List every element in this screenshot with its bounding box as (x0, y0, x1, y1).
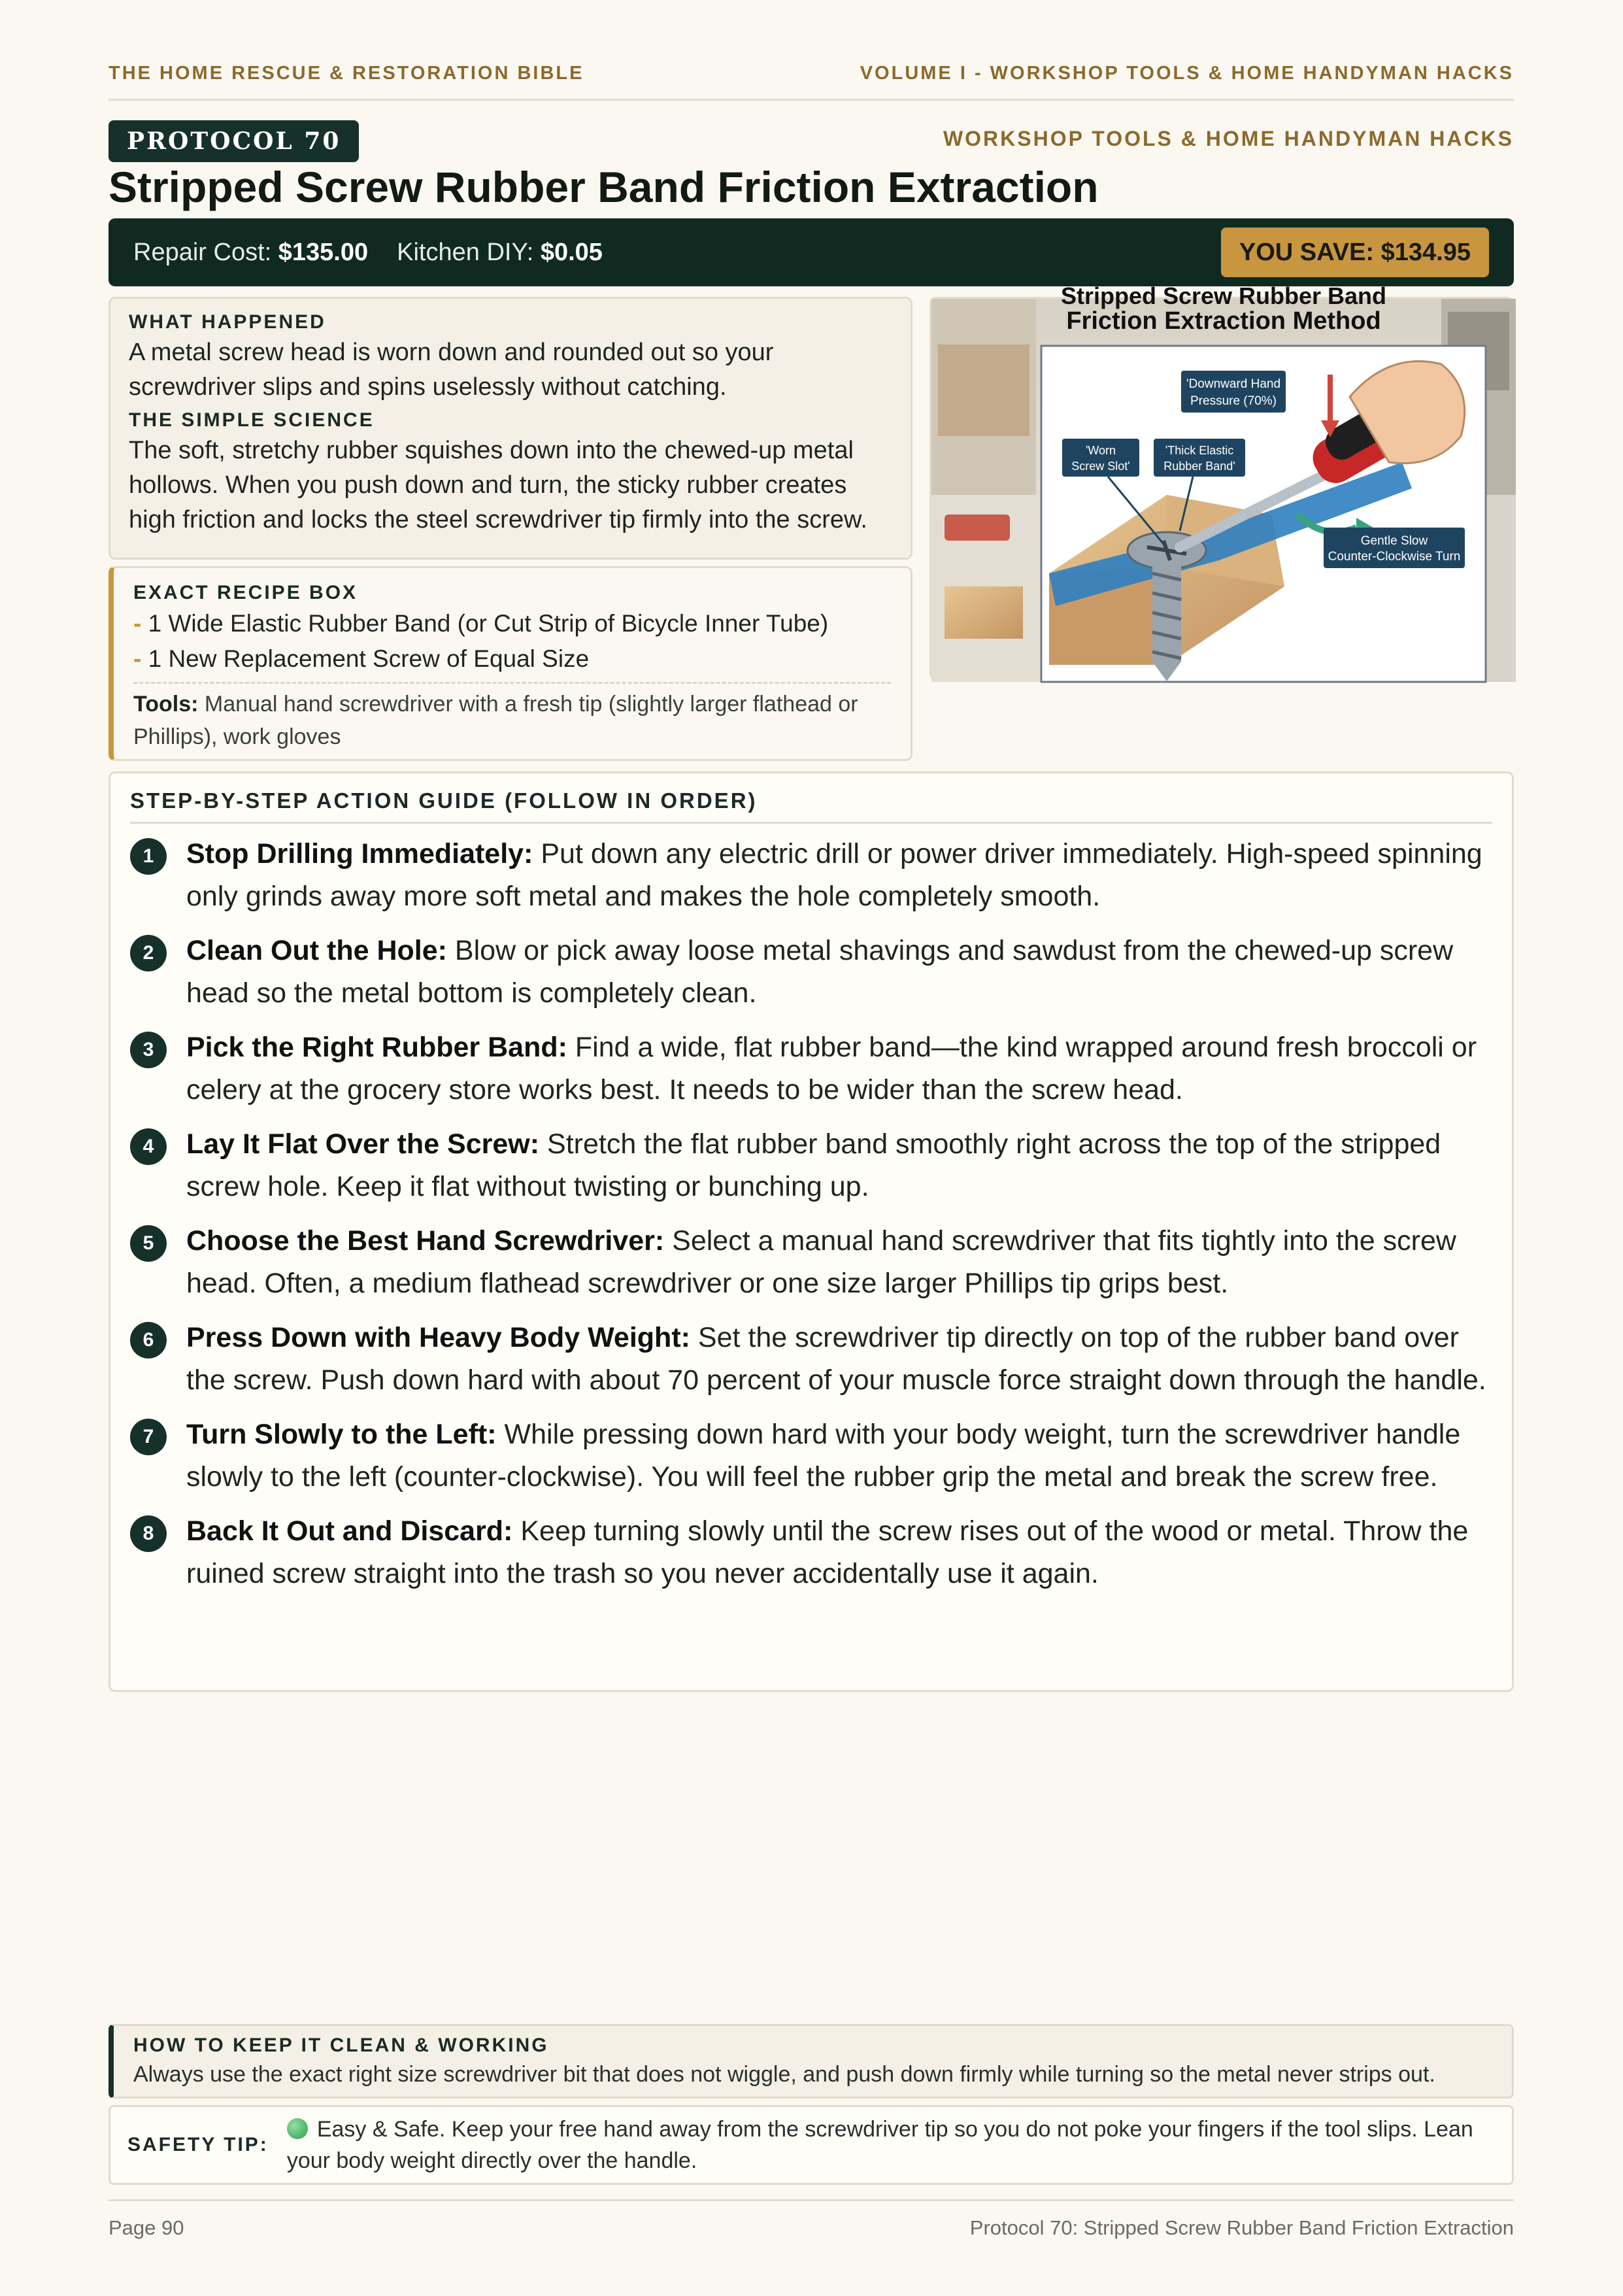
step-text: Stretch the flat rubber band smoothly right across the top of the stripped screw hole. Keep it flat without twisting or bunching up. (186, 1128, 1441, 1202)
kitchen-cost (397, 239, 603, 267)
callout-turn-line1: Gentle Slow (1360, 534, 1428, 548)
step-title: Press Down with Heavy Body Weight: (186, 1322, 690, 1353)
step-text: Set the screwdriver tip directly on top of the rubber band over the screw. Push down hard with about 70 percent of your muscle force straight down through the handle. (186, 1322, 1486, 1396)
step-text: While pressing down hard with your body weight, turn the screwdriver handle slowly to the left (counter-clockwise). You will feel the rubber grip the metal and break the screw free. (186, 1419, 1461, 1493)
illustration-title-line2: Friction Extraction Method (1066, 307, 1381, 335)
step-title: Choose the Best Hand Screwdriver: (186, 1225, 665, 1257)
method-illustration (929, 282, 1514, 680)
step-text: Find a wide, flat rubber band—the kind wrapped around fresh broccoli or celery at the grocery store works best. It needs to be wider than the screw head. (186, 1032, 1477, 1106)
running-header (109, 63, 1514, 101)
tools-label: Tools: (133, 692, 199, 717)
step-text: Select a manual hand screwdriver that fits tightly into the screw head. Often, a medium flathead screwdriver or one size larger Phillips tip grips best. (186, 1225, 1456, 1299)
illustration-title-line1: Stripped Screw Rubber Band (1060, 282, 1387, 309)
maintenance-text: Always use the exact right size screwdriver bit that does not wiggle, and push down firmly while turning so the metal never strips out. (133, 2062, 1435, 2087)
callout-slot-line2: Screw Slot' (1071, 460, 1130, 473)
recipe-box (109, 566, 912, 761)
step-number: 1 (130, 838, 167, 875)
savings-badge: YOU SAVE: $134.95 (1221, 228, 1489, 277)
kitchen-cost-value: $0.05 (540, 238, 603, 266)
callout-pressure-line2: Pressure (70%) (1190, 394, 1277, 408)
recipe-item: - 1 New Replacement Screw of Equal Size (133, 645, 590, 672)
step-item (130, 1220, 1492, 1305)
step-number: 8 (130, 1515, 167, 1552)
book-title: THE HOME RESCUE & RESTORATION BIBLE (109, 63, 584, 84)
footer-protocol-ref: Protocol 70: Stripped Screw Rubber Band Friction Extraction (969, 2216, 1514, 2239)
page-footer (109, 2216, 1514, 2240)
step-item (130, 1413, 1492, 1498)
step-number: 3 (130, 1032, 167, 1068)
callout-slot-line1: 'Worn (1085, 444, 1116, 457)
illustration-image (931, 282, 1516, 682)
page-title: Stripped Screw Rubber Band Friction Extraction (109, 163, 1099, 211)
what-happened-heading: WHAT HAPPENED (129, 311, 326, 333)
step-title: Back It Out and Discard: (186, 1515, 513, 1547)
callout-band-line2: Rubber Band' (1163, 460, 1235, 473)
recipe-divider (133, 682, 891, 684)
tools-text: Manual hand screwdriver with a fresh tip (slightly larger flathead or Phillips), work gloves (133, 692, 858, 749)
recipe-item: - 1 Wide Elastic Rubber Band (or Cut Strip of Bicycle Inner Tube) (133, 610, 829, 637)
recipe-heading: EXACT RECIPE BOX (133, 582, 358, 603)
cost-bar (109, 218, 1514, 286)
step-number: 6 (130, 1322, 167, 1359)
step-item (130, 1317, 1492, 1402)
tools-line (133, 688, 891, 753)
step-title: Stop Drilling Immediately: (186, 838, 533, 869)
step-text: Put down any electric drill or power driver immediately. High-speed spinning only grinds away more soft metal and makes the hole completely smooth. (186, 838, 1482, 912)
footer-divider (109, 2199, 1514, 2201)
repair-cost-label: Repair Cost: (133, 238, 272, 266)
steps-panel (109, 771, 1514, 1692)
step-item (130, 833, 1492, 918)
page-number: Page 90 (109, 2216, 184, 2239)
safety-text: Easy & Safe. Keep your free hand away from the screwdriver tip so you do not poke your fingers if the tool slips. Lean your body weight directly over the handle. (286, 2117, 1473, 2173)
step-item (130, 930, 1492, 1015)
step-item (130, 1026, 1492, 1111)
step-title: Pick the Right Rubber Band: (186, 1032, 567, 1063)
section-label: WORKSHOP TOOLS & HOME HANDYMAN HACKS (943, 127, 1514, 150)
steps-heading: STEP-BY-STEP ACTION GUIDE (FOLLOW IN ORDER) (130, 786, 1492, 824)
step-text: Keep turning slowly until the screw rises out of the wood or metal. Throw the ruined screw straight into the trash so you never accidentally use it again. (186, 1515, 1469, 1589)
document-page (109, 0, 1514, 2296)
step-title: Lay It Flat Over the Screw: (186, 1128, 540, 1160)
kitchen-cost-label: Kitchen DIY: (397, 238, 534, 266)
step-item (130, 1123, 1492, 1208)
step-text: Blow or pick away loose metal shavings and sawdust from the chewed-up screw head so the metal bottom is completely clean. (186, 935, 1454, 1009)
simple-science-text: The soft, stretchy rubber squishes down into the chewed-up metal hollows. When you push down and turn, the sticky rubber creates high friction and locks the steel screwdriver tip firmly into the screw. (129, 437, 867, 533)
what-happened-panel (109, 297, 912, 560)
protocol-badge: PROTOCOL 70 (109, 120, 359, 162)
step-title: Clean Out the Hole: (186, 935, 447, 966)
repair-cost-value: $135.00 (278, 238, 369, 266)
safety-indicator-icon (287, 2118, 308, 2139)
step-number: 2 (130, 935, 167, 971)
maintenance-panel (109, 2024, 1514, 2099)
step-item (130, 1510, 1492, 1595)
simple-science-heading: THE SIMPLE SCIENCE (129, 409, 375, 431)
volume-title: VOLUME I - WORKSHOP TOOLS & HOME HANDYMAN HACKS (860, 63, 1514, 84)
safety-label: SAFETY TIP: (127, 2134, 269, 2155)
callout-pressure-line1: 'Downward Hand (1186, 377, 1281, 391)
safety-panel (109, 2105, 1514, 2185)
step-number: 5 (130, 1225, 167, 1262)
what-happened-text: A metal screw head is worn down and rounded out so your screwdriver slips and spins uselessly without catching. (129, 339, 774, 401)
callout-turn-line2: Counter-Clockwise Turn (1328, 550, 1461, 564)
step-title: Turn Slowly to the Left: (186, 1419, 497, 1450)
step-number: 7 (130, 1419, 167, 1455)
step-number: 4 (130, 1128, 167, 1165)
callout-band-line1: 'Thick Elastic (1165, 444, 1234, 457)
repair-cost (133, 239, 368, 267)
maintenance-heading: HOW TO KEEP IT CLEAN & WORKING (133, 2034, 549, 2056)
